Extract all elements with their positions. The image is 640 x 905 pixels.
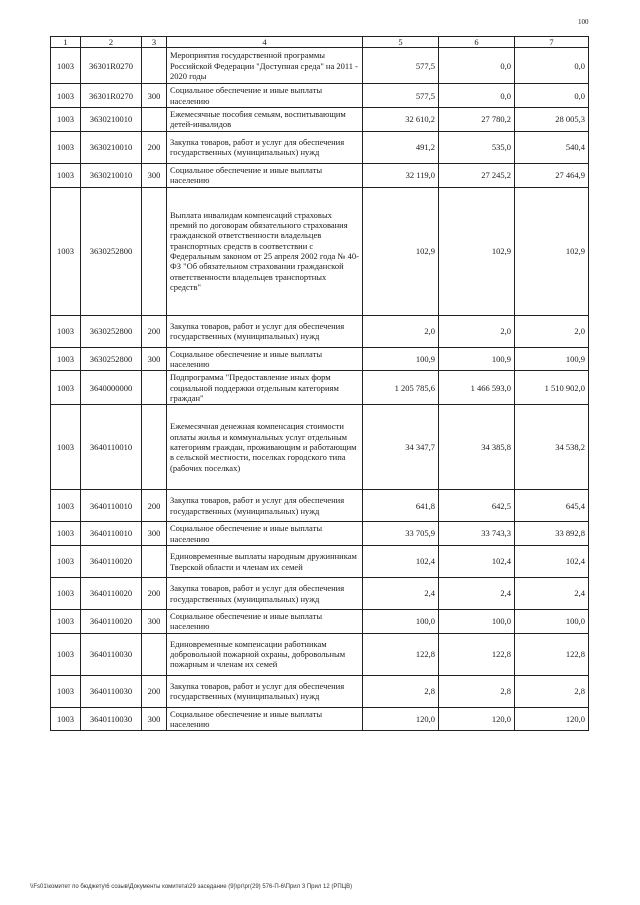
amount-column-7-cell: 102,4 (515, 546, 589, 578)
amount-column-7-cell: 2,4 (515, 578, 589, 610)
expense-type-cell: 300 (142, 707, 167, 731)
table-row (51, 187, 589, 315)
amount-column-6-cell: 33 743,3 (439, 522, 515, 546)
item-name-cell: Закупка товаров, работ и услуг для обеспечения государственных (муниципальных) нужд (167, 315, 363, 347)
column-header: 3 (142, 37, 167, 48)
amount-column-7-cell: 0,0 (515, 48, 589, 84)
expense-type-cell (142, 108, 167, 132)
amount-column-7-cell: 0,0 (515, 84, 589, 108)
target-article-cell: 3640110010 (81, 522, 142, 546)
item-name-cell: Ежемесячная денежная компенсация стоимости оплаты жилья и коммунальных услуг отдельным категориям граждан, проживающим и работающим в сельской местности, поселках городского типа (рабочих поселках) (167, 405, 363, 490)
section-code-cell: 1003 (51, 108, 81, 132)
target-article-cell: 36301R0270 (81, 84, 142, 108)
target-article-cell: 3630210010 (81, 108, 142, 132)
expense-type-cell: 200 (142, 675, 167, 707)
section-code-cell: 1003 (51, 371, 81, 405)
item-name-cell: Единовременные компенсации работникам добровольной пожарной охраны, добровольным пожарным и членам их семей (167, 633, 363, 675)
item-name-cell: Социальное обеспечение и иные выплаты населению (167, 522, 363, 546)
item-name-cell: Закупка товаров, работ и услуг для обеспечения государственных (муниципальных) нужд (167, 490, 363, 522)
section-code-cell: 1003 (51, 707, 81, 731)
amount-column-6-cell: 102,4 (439, 546, 515, 578)
amount-column-5-cell: 32 119,0 (363, 163, 439, 187)
amount-column-5-cell: 2,4 (363, 578, 439, 610)
page-number: 100 (578, 18, 589, 26)
section-code-cell: 1003 (51, 610, 81, 634)
section-code-cell: 1003 (51, 347, 81, 371)
amount-column-7-cell: 100,9 (515, 347, 589, 371)
table-row (51, 675, 589, 707)
section-code-cell: 1003 (51, 405, 81, 490)
amount-column-5-cell: 1 205 785,6 (363, 371, 439, 405)
table-row (51, 84, 589, 108)
item-name-cell: Выплата инвалидам компенсаций страховых премий по договорам обязательного страхования гражданской ответственности владельцев транспортных средств в соответствии с Федеральным законом от 25 апреля 2002 года № 40-ФЗ "Об обязательном страховании гражданской ответственности владельцев транспортных средств" (167, 187, 363, 315)
amount-column-7-cell: 34 538,2 (515, 405, 589, 490)
amount-column-6-cell: 1 466 593,0 (439, 371, 515, 405)
expense-type-cell (142, 405, 167, 490)
amount-column-5-cell: 491,2 (363, 131, 439, 163)
table-header-row (51, 37, 589, 48)
column-header: 7 (515, 37, 589, 48)
target-article-cell: 3630210010 (81, 163, 142, 187)
item-name-cell: Социальное обеспечение и иные выплаты населению (167, 610, 363, 634)
item-name-cell: Подпрограмма "Предоставление иных форм социальной поддержки отдельным категориям граждан" (167, 371, 363, 405)
amount-column-7-cell: 27 464,9 (515, 163, 589, 187)
amount-column-5-cell: 577,5 (363, 48, 439, 84)
table-row (51, 522, 589, 546)
column-header: 6 (439, 37, 515, 48)
amount-column-6-cell: 2,8 (439, 675, 515, 707)
table-row (51, 707, 589, 731)
target-article-cell: 3640110020 (81, 578, 142, 610)
column-header: 1 (51, 37, 81, 48)
amount-column-5-cell: 33 705,9 (363, 522, 439, 546)
amount-column-7-cell: 120,0 (515, 707, 589, 731)
expense-type-cell: 300 (142, 163, 167, 187)
target-article-cell: 3640110010 (81, 405, 142, 490)
expense-type-cell: 300 (142, 347, 167, 371)
table-row (51, 163, 589, 187)
target-article-cell: 3640110030 (81, 707, 142, 731)
amount-column-7-cell: 28 005,3 (515, 108, 589, 132)
item-name-cell: Социальное обеспечение и иные выплаты населению (167, 84, 363, 108)
section-code-cell: 1003 (51, 675, 81, 707)
amount-column-7-cell: 2,0 (515, 315, 589, 347)
column-header: 5 (363, 37, 439, 48)
target-article-cell: 3640110010 (81, 490, 142, 522)
amount-column-5-cell: 102,9 (363, 187, 439, 315)
amount-column-7-cell: 645,4 (515, 490, 589, 522)
amount-column-5-cell: 2,8 (363, 675, 439, 707)
table-row (51, 131, 589, 163)
column-header: 4 (167, 37, 363, 48)
target-article-cell: 3630252800 (81, 347, 142, 371)
expense-type-cell: 200 (142, 131, 167, 163)
expense-type-cell (142, 633, 167, 675)
section-code-cell: 1003 (51, 187, 81, 315)
amount-column-6-cell: 2,0 (439, 315, 515, 347)
item-name-cell: Закупка товаров, работ и услуг для обеспечения государственных (муниципальных) нужд (167, 578, 363, 610)
table-row (51, 405, 589, 490)
table-row (51, 546, 589, 578)
expense-type-cell: 300 (142, 610, 167, 634)
target-article-cell: 3640110020 (81, 610, 142, 634)
item-name-cell: Социальное обеспечение и иные выплаты населению (167, 707, 363, 731)
expense-type-cell (142, 187, 167, 315)
item-name-cell: Закупка товаров, работ и услуг для обеспечения государственных (муниципальных) нужд (167, 131, 363, 163)
amount-column-6-cell: 34 385,8 (439, 405, 515, 490)
expense-type-cell (142, 371, 167, 405)
amount-column-6-cell: 2,4 (439, 578, 515, 610)
expense-type-cell (142, 48, 167, 84)
table-row (51, 610, 589, 634)
target-article-cell: 3640110020 (81, 546, 142, 578)
item-name-cell: Ежемесячные пособия семьям, воспитывающим детей-инвалидов (167, 108, 363, 132)
expense-type-cell: 200 (142, 315, 167, 347)
section-code-cell: 1003 (51, 131, 81, 163)
amount-column-6-cell: 100,9 (439, 347, 515, 371)
amount-column-7-cell: 122,8 (515, 633, 589, 675)
section-code-cell: 1003 (51, 546, 81, 578)
expense-type-cell: 200 (142, 490, 167, 522)
item-name-cell: Закупка товаров, работ и услуг для обеспечения государственных (муниципальных) нужд (167, 675, 363, 707)
amount-column-5-cell: 120,0 (363, 707, 439, 731)
amount-column-5-cell: 2,0 (363, 315, 439, 347)
amount-column-5-cell: 577,5 (363, 84, 439, 108)
section-code-cell: 1003 (51, 522, 81, 546)
amount-column-7-cell: 1 510 902,0 (515, 371, 589, 405)
expense-type-cell: 300 (142, 522, 167, 546)
table-row (51, 108, 589, 132)
amount-column-7-cell: 2,8 (515, 675, 589, 707)
section-code-cell: 1003 (51, 84, 81, 108)
amount-column-6-cell: 100,0 (439, 610, 515, 634)
amount-column-5-cell: 641,8 (363, 490, 439, 522)
budget-table (50, 36, 589, 731)
item-name-cell: Единовременные выплаты народным дружинникам Тверской области и членам их семей (167, 546, 363, 578)
item-name-cell: Мероприятия государственной программы Российской Федерации "Доступная среда" на 2011 - 2020 годы (167, 48, 363, 84)
amount-column-5-cell: 100,9 (363, 347, 439, 371)
target-article-cell: 36301R0270 (81, 48, 142, 84)
target-article-cell: 3640110030 (81, 675, 142, 707)
table-row (51, 48, 589, 84)
amount-column-7-cell: 102,9 (515, 187, 589, 315)
amount-column-6-cell: 122,8 (439, 633, 515, 675)
section-code-cell: 1003 (51, 578, 81, 610)
amount-column-6-cell: 27 245,2 (439, 163, 515, 187)
table-row (51, 371, 589, 405)
column-header: 2 (81, 37, 142, 48)
amount-column-6-cell: 27 780,2 (439, 108, 515, 132)
expense-type-cell: 300 (142, 84, 167, 108)
item-name-cell: Социальное обеспечение и иные выплаты населению (167, 347, 363, 371)
amount-column-7-cell: 33 892,8 (515, 522, 589, 546)
table-row (51, 490, 589, 522)
item-name-cell: Социальное обеспечение и иные выплаты населению (167, 163, 363, 187)
footer-file-path: \\Fs01\комитет по бюджету\6 созыв\Документы комитета\29 заседание (9)\рг\рг(29) 576-П-6\Прил 3 Прил 12 (РПЦВ) (30, 884, 353, 890)
section-code-cell: 1003 (51, 48, 81, 84)
target-article-cell: 3640110030 (81, 633, 142, 675)
target-article-cell: 3630210010 (81, 131, 142, 163)
amount-column-6-cell: 102,9 (439, 187, 515, 315)
amount-column-6-cell: 120,0 (439, 707, 515, 731)
amount-column-5-cell: 34 347,7 (363, 405, 439, 490)
table-row (51, 633, 589, 675)
section-code-cell: 1003 (51, 633, 81, 675)
amount-column-5-cell: 32 610,2 (363, 108, 439, 132)
expense-type-cell (142, 546, 167, 578)
section-code-cell: 1003 (51, 163, 81, 187)
target-article-cell: 3630252800 (81, 187, 142, 315)
section-code-cell: 1003 (51, 315, 81, 347)
amount-column-5-cell: 122,8 (363, 633, 439, 675)
target-article-cell: 3630252800 (81, 315, 142, 347)
amount-column-5-cell: 102,4 (363, 546, 439, 578)
amount-column-6-cell: 0,0 (439, 48, 515, 84)
amount-column-7-cell: 540,4 (515, 131, 589, 163)
amount-column-6-cell: 642,5 (439, 490, 515, 522)
expense-type-cell: 200 (142, 578, 167, 610)
amount-column-6-cell: 0,0 (439, 84, 515, 108)
amount-column-5-cell: 100,0 (363, 610, 439, 634)
table-row (51, 578, 589, 610)
amount-column-7-cell: 100,0 (515, 610, 589, 634)
target-article-cell: 3640000000 (81, 371, 142, 405)
table-row (51, 315, 589, 347)
table-row (51, 347, 589, 371)
amount-column-6-cell: 535,0 (439, 131, 515, 163)
section-code-cell: 1003 (51, 490, 81, 522)
